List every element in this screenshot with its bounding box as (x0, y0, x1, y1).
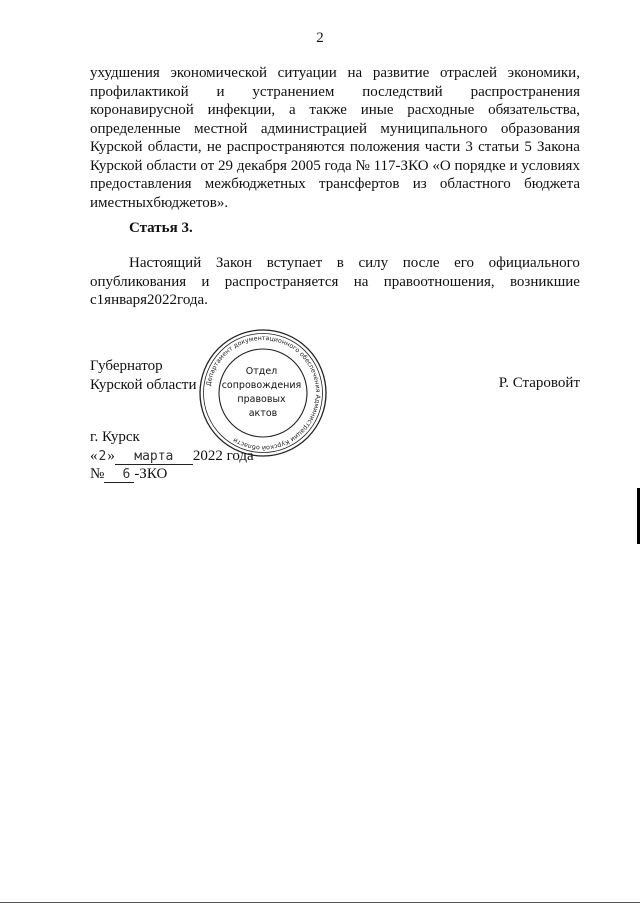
word: января (104, 292, 148, 308)
date-day: 2 (98, 448, 107, 464)
word: определенные (90, 120, 181, 137)
word: из (412, 176, 427, 192)
word: распространяется (224, 273, 339, 290)
word: области (146, 157, 197, 174)
paragraph-1-line (90, 175, 580, 194)
word: расходные (407, 102, 475, 118)
word: вступает (266, 255, 323, 271)
date-month: марта (115, 450, 193, 465)
word: его (454, 255, 475, 271)
word: декабря (236, 157, 287, 174)
word: после (402, 255, 440, 271)
word: 29 (218, 157, 234, 174)
date-close-quote: » (107, 447, 115, 464)
word: и (201, 273, 210, 290)
word: устранением (252, 83, 335, 100)
word: и (216, 83, 225, 100)
word: межбюджетных (204, 176, 306, 192)
article-heading: Статья 3. (129, 220, 193, 236)
word: порядке (454, 157, 506, 174)
word: трансфертов (319, 176, 400, 192)
word: на (347, 65, 363, 81)
word: обязательства, (488, 102, 580, 118)
word: инфекции, (207, 102, 276, 118)
place-date-block (90, 428, 254, 484)
word: муниципального (380, 120, 488, 137)
word: в (336, 255, 344, 271)
word: ситуации (277, 65, 337, 81)
signatory-name: Р. Старовойт (498, 375, 580, 391)
word: Настоящий (129, 255, 202, 271)
law-number-line (90, 465, 254, 484)
word: бюджетов». (153, 194, 229, 211)
paragraph-1-line (90, 157, 580, 176)
word: распространения (470, 83, 580, 100)
word: последствий (362, 83, 443, 100)
paragraph-1-line (90, 138, 580, 157)
word: распространяются (226, 139, 345, 155)
stamp-ring-text: Департамент документационного обеспечения Администрации Курской области (205, 334, 322, 452)
paragraph-1-line (90, 101, 580, 120)
word: образования (500, 120, 580, 137)
signatory-title-line1: Губернатор (90, 358, 163, 374)
word: части (424, 139, 461, 155)
law-number-suffix: -ЗКО (134, 466, 168, 482)
word: силу (358, 255, 389, 271)
word: «О (432, 157, 451, 174)
word: областного (439, 176, 511, 192)
stamp-center-text: Отдел сопровождения правовых актов (221, 366, 302, 419)
word: администрацией (260, 120, 367, 137)
signatory-title (90, 357, 196, 394)
word: иные (360, 102, 394, 118)
word: и (90, 194, 99, 211)
word: экономической (170, 65, 267, 81)
date-year: 2022 года (192, 447, 254, 464)
word: предоставления (90, 176, 192, 192)
signatory-title-line2: Курской области (90, 376, 197, 393)
word: Закона (537, 139, 580, 155)
paragraph-2-line (90, 291, 580, 310)
page-bottom-line (0, 902, 640, 903)
law-number-value: 6 (104, 468, 134, 483)
place: г. Курск (90, 429, 140, 445)
word: правоотношения, (383, 273, 495, 290)
word: 1 (96, 292, 105, 308)
word: 2022 (147, 292, 178, 308)
word: положения (349, 139, 420, 155)
word: статьи (478, 139, 520, 155)
paragraph-1-line (90, 120, 580, 139)
word: на (353, 273, 369, 290)
word: 3 (465, 139, 473, 155)
word: условиях (521, 157, 580, 174)
word: Закон (215, 255, 253, 271)
word: области, (147, 139, 202, 155)
word: года (324, 157, 352, 174)
word: 2005 (290, 157, 321, 174)
date-line (90, 447, 254, 466)
date-open-quote: « (90, 447, 98, 464)
law-number-prefix: № (90, 466, 105, 482)
word: № (355, 157, 370, 174)
paragraph-1 (90, 64, 580, 212)
word: экономики, (507, 65, 580, 81)
word: также (309, 102, 347, 118)
word: от (200, 157, 215, 174)
paragraph-1-line (90, 194, 580, 213)
word: Курской (90, 139, 143, 155)
paragraph-2-line (90, 254, 580, 273)
word: развитие (372, 65, 430, 81)
word: возникшие (509, 273, 580, 290)
word: отраслей (439, 65, 497, 81)
word: и (509, 157, 518, 174)
word: Курской (90, 157, 143, 174)
word: не (206, 139, 222, 155)
word: а (288, 102, 296, 118)
paragraph-1-line (90, 83, 580, 102)
paragraph-2-line (90, 273, 580, 292)
word: 5 (524, 139, 532, 155)
paragraph-1-line (90, 64, 580, 83)
word: коронавирусной (90, 102, 194, 118)
word: с (90, 292, 97, 308)
word: 117-ЗКО (373, 157, 429, 174)
word: официального (488, 255, 580, 271)
page-number: 2 (316, 30, 324, 46)
word: местной (194, 120, 248, 137)
word: местных (98, 194, 154, 211)
word: бюджета (524, 176, 580, 192)
paragraph-2 (90, 254, 580, 310)
word: опубликования (90, 273, 187, 290)
word: профилактикой (90, 83, 189, 100)
word: года. (177, 292, 208, 308)
word: ухудшения (90, 65, 160, 81)
